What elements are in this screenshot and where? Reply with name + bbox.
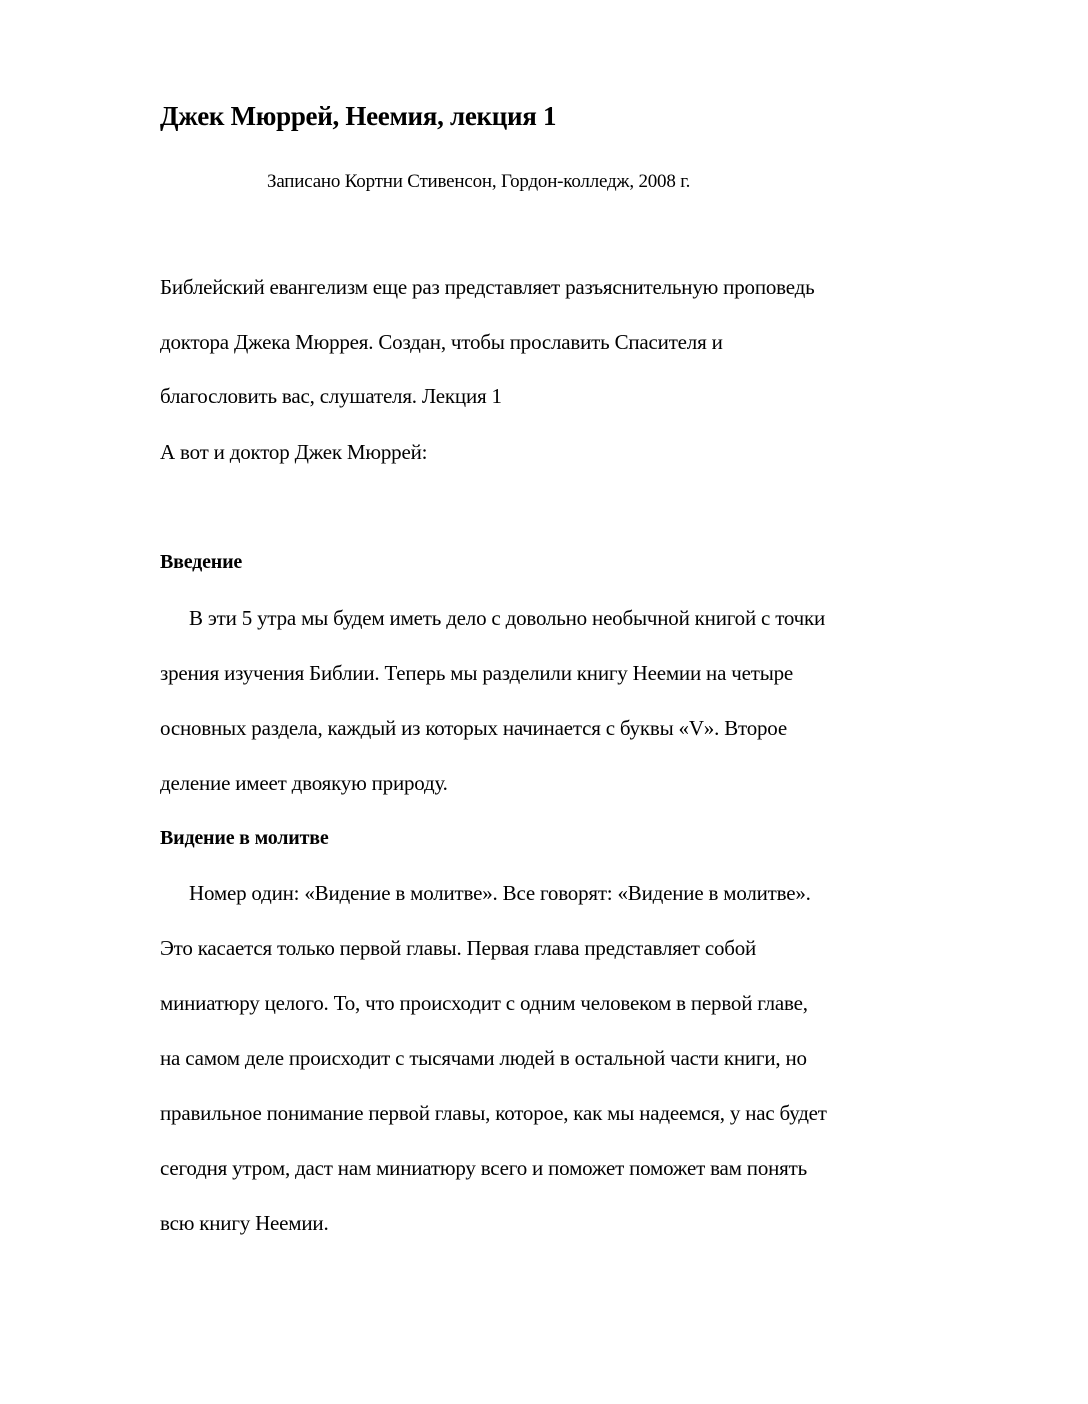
- intro-line: благословить вас, слушателя. Лекция 1: [160, 384, 502, 408]
- paragraph-line: на самом деле происходит с тысячами людей в остальной части книги, но: [160, 1046, 807, 1070]
- paragraph-line: В эти 5 утра мы будем иметь дело с довольно необычной книгой с точки: [189, 606, 826, 630]
- paragraph-line: основных раздела, каждый из которых начинается с буквы «V». Второе: [160, 716, 787, 740]
- paragraph-line: Номер один: «Видение в молитве». Все говорят: «Видение в молитве».: [189, 881, 811, 905]
- document-subtitle: Записано Кортни Стивенсон, Гордон-колледж, 2008 г.: [267, 171, 691, 192]
- section-heading-introduction: Введение: [160, 551, 243, 573]
- paragraph-line: всю книгу Неемии.: [160, 1211, 329, 1235]
- paragraph-line: миниатюру целого. То, что происходит с одним человеком в первой главе,: [160, 991, 808, 1015]
- paragraph-line: правильное понимание первой главы, которое, как мы надеемся, у нас будет: [160, 1101, 827, 1125]
- paragraph-line: зрения изучения Библии. Теперь мы разделили книгу Неемии на четыре: [160, 661, 794, 685]
- section-heading-vision-in-prayer: Видение в молитве: [160, 827, 329, 849]
- intro-line: Библейский евангелизм еще раз представляет разъяснительную проповедь: [160, 275, 815, 299]
- document-title: Джек Мюррей, Неемия, лекция 1: [160, 101, 557, 131]
- paragraph-line: Это касается только первой главы. Первая глава представляет собой: [160, 936, 757, 960]
- paragraph-line: сегодня утром, даст нам миниатюру всего и поможет поможет вам понять: [160, 1156, 807, 1180]
- intro-line: А вот и доктор Джек Мюррей:: [160, 440, 428, 464]
- intro-line: доктора Джека Мюррея. Создан, чтобы прославить Спасителя и: [160, 330, 723, 354]
- paragraph-line: деление имеет двоякую природу.: [160, 771, 448, 795]
